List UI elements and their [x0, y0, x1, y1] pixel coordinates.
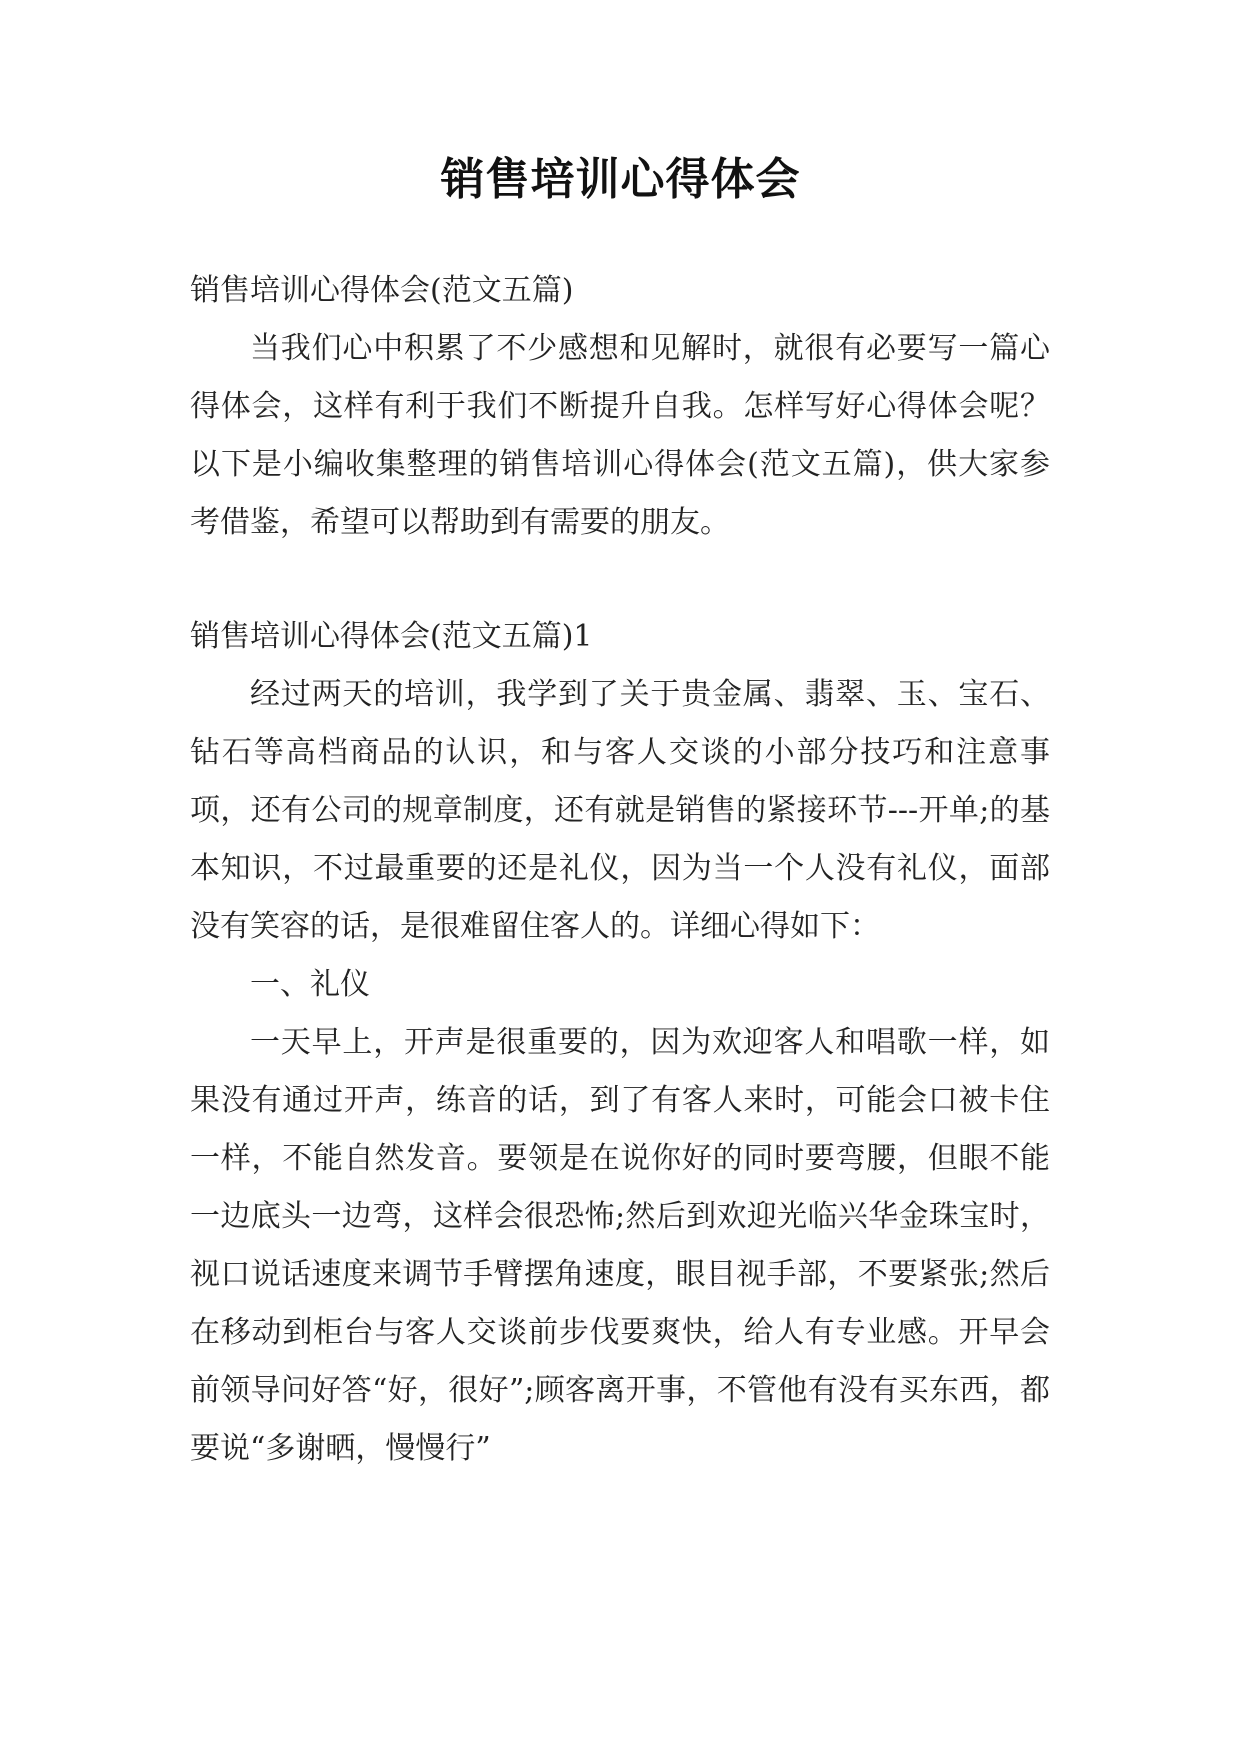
document-subtitle: 销售培训心得体会(范文五篇)	[190, 273, 574, 308]
body-paragraph: 一天早上，开声是很重要的，因为欢迎客人和唱歌一样，如果没有通过开声，练音的话，到了有客人来时，可能会口被卡住一样，不能自然发音。要领是在说你好的同时要弯腰，但眼不能一边底头一边弯，这样会很恐怖;然后到欢迎光临兴华金珠宝时，视口说话速度来调节手臂摆角速度，眼目视手部，不要紧张;然后在移动到柜台与客人交谈前步伐要爽快，给人有专业感。开早会前领导问好答“好，很好”;顾客离开事，不管他有没有买东西，都要说“多谢晒，慢慢行”	[190, 1025, 1050, 1466]
intro-paragraph: 当我们心中积累了不少感想和见解时，就很有必要写一篇心得体会，这样有利于我们不断提升自我。怎样写好心得体会呢？以下是小编收集整理的销售培训心得体会(范文五篇)，供大家参考借鉴，希望可以帮助到有需要的朋友。	[190, 331, 1050, 540]
section-heading: 销售培训心得体会(范文五篇)1	[190, 619, 593, 654]
body-paragraph: 经过两天的培训，我学到了关于贵金属、翡翠、玉、宝石、钻石等高档商品的认识，和与客人交谈的小部分技巧和注意事项，还有公司的规章制度，还有就是销售的紧接环节---开单;的基本知识，不过最重要的还是礼仪，因为当一个人没有礼仪，面部没有笑容的话，是很难留住客人的。详细心得如下：	[190, 677, 1050, 944]
list-item-heading: 一、礼仪	[250, 967, 370, 1002]
document-body	[190, 262, 1050, 1478]
document-title: 销售培训心得体会	[440, 154, 801, 205]
